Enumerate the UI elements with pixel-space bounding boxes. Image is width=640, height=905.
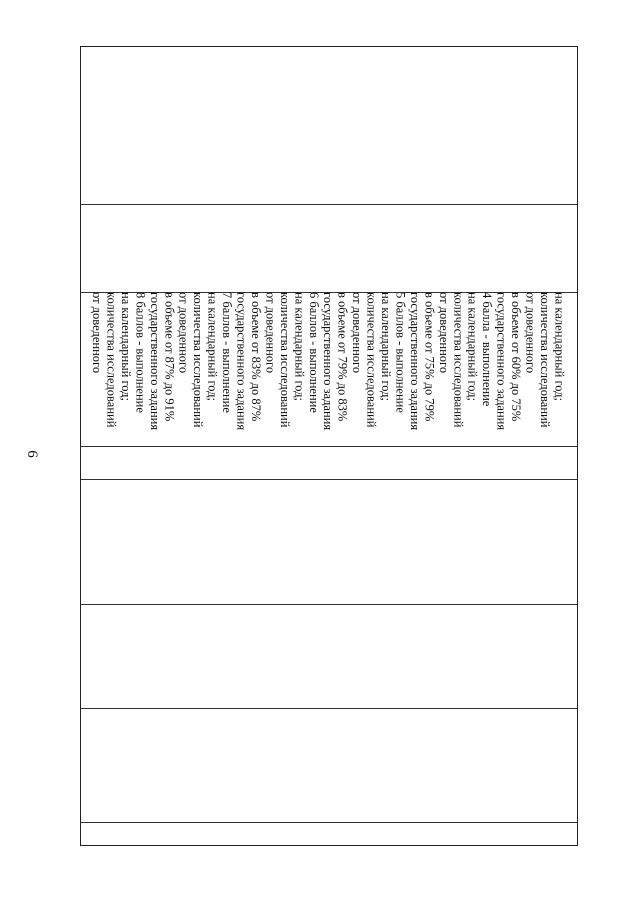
page-number: 6 [24, 450, 40, 458]
cell-text-line: количества исследований [277, 292, 292, 428]
cell-text-line: в объеме от 83% до 87% [248, 292, 263, 422]
cell-text-line: в объеме от 79% до 83% [335, 292, 350, 422]
table-row-divider [81, 604, 577, 605]
cell-text-line: на календарный год; [465, 292, 480, 401]
cell-text-line: в объеме от 75% до 79% [422, 292, 437, 422]
cell-text-line: государственного задания [147, 292, 162, 431]
cell-text-line: государственного задания [234, 292, 249, 431]
cell-text-line: государственного задания [321, 292, 336, 431]
cell-text-line: в объеме от 87% до 91% [162, 292, 177, 422]
cell-text-line: в объеме от 60% до 75% [509, 292, 524, 422]
table-row-divider [81, 479, 577, 480]
cell-text-line: 7 баллов - выполнение [220, 292, 235, 413]
cell-text-line: на календарный год; [552, 292, 567, 401]
cell-text-line: количества исследований [364, 292, 379, 428]
cell-text-line: на календарный год; [205, 292, 220, 401]
table-row-divider [81, 822, 577, 823]
cell-text-line: 4 балла - выполнение [480, 292, 495, 407]
cell-text-line: от доведенного [350, 292, 365, 374]
cell-text-line: на календарный год; [118, 292, 133, 401]
criteria-cell [88, 292, 578, 448]
table-row-divider [81, 204, 577, 205]
cell-text-line: 6 баллов - выполнение [306, 292, 321, 413]
cell-text-line: от доведенного [176, 292, 191, 374]
cell-text-line: 5 баллов - выполнение [393, 292, 408, 413]
cell-text-line: количества исследований [537, 292, 552, 428]
cell-text-line: количества исследований [191, 292, 206, 428]
cell-text-line: от доведенного [436, 292, 451, 374]
table-row-divider [81, 708, 577, 709]
cell-text-line: 8 баллов - выполнение [133, 292, 148, 413]
cell-text-line: количества исследований [451, 292, 466, 428]
cell-text-line: количества исследований [104, 292, 119, 428]
cell-text-line: государственного задания [494, 292, 509, 431]
cell-text-line: от доведенного [523, 292, 538, 374]
cell-text-line: от доведенного [263, 292, 278, 374]
cell-text-line: на календарный год; [379, 292, 393, 401]
cell-text-line: от доведенного [90, 292, 104, 374]
cell-text-line: на календарный год; [292, 292, 307, 401]
cell-text-line: государственного задания [407, 292, 422, 431]
